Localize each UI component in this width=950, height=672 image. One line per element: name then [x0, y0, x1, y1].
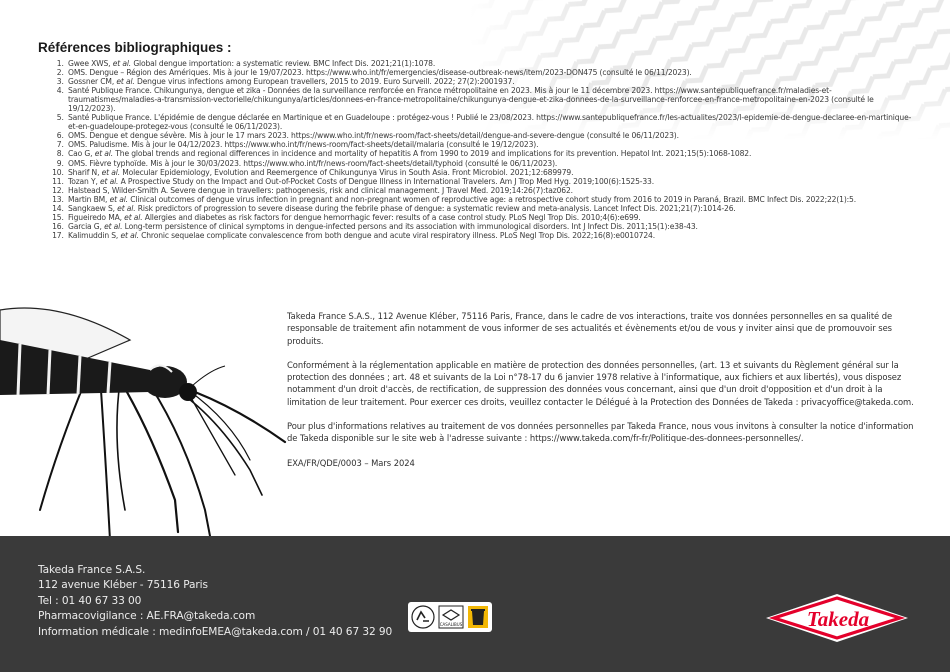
footer-contacts: [38, 563, 392, 640]
reference-item: 8. Cao G, et al. The global trends and regional differences in incidence and mortality of hepatitis A from 1990 to 2019 and implications for its prevention. Hepatol Int. 2021;15(5):1068-1082.: [66, 149, 918, 158]
svg-text:CASALIBUS: CASALIBUS: [439, 622, 463, 627]
footer-medical-info: Information médicale : medinfoEMEA@takeda.com / 01 40 67 32 90: [38, 625, 393, 638]
recycling-bin-icon: [467, 605, 489, 629]
reference-item: 7. OMS. Paludisme. Mis à jour le 04/12/2023. https://www.who.int/fr/news-room/fact-sheets/detail/malaria (consulté le 19/12/2023).: [66, 140, 918, 149]
footer-phone: Tel : 01 40 67 33 00: [38, 594, 142, 607]
footer: [0, 536, 950, 672]
reference-item: 10. Sharif N, et al. Molecular Epidemiology, Evolution and Reemergence of Chikungunya Virus in South Asia. Front Microbiol. 2021;12:689979.: [66, 168, 918, 177]
reference-item: 12. Halstead S, Wilder-Smith A. Severe dengue in travellers: pathogenesis, risk and clinical management. J Travel Med. 2019;14:26(7):taz062.: [66, 186, 918, 195]
reference-item: 6. OMS. Dengue et dengue sévère. Mis à jour le 17 mars 2023. https://www.who.int/fr/news-room/fact-sheets/detail/dengue-and-severe-dengue (consulté le 06/11/2023).: [66, 131, 918, 140]
triman-icon: [411, 605, 435, 629]
reference-item: 9. OMS. Fièvre typhoïde. Mis à jour le 30/03/2023. https://www.who.int/fr/news-room/fact-sheets/detail/typhoid (consulté le 06/11/2023).: [66, 159, 918, 168]
reference-item: 16. Garcia G, et al. Long-term persistence of clinical symptoms in dengue-infected persons and its association with immunological disorders. Int J Infect Dis. 2011;15(1):e38-43.: [66, 222, 918, 231]
reference-item: 15. Figueiredo MA, et al. Allergies and diabetes as risk factors for dengue hemorrhagic fever: results of a case control study. PLoS Negl Trop Dis. 2010;4(6):e699.: [66, 213, 918, 222]
privacy-paragraph-3: Pour plus d'informations relatives au traitement de vos données personnelles par Takeda France, nous vous invitons à consulter la notice d'information de Takeda disponible sur le site web à l'adresse suivante : https://www.takeda.com/fr-fr/Politique-des-donnees-personnelles/.: [287, 421, 914, 444]
document-code: EXA/FR/QDE/0003 – Mars 2024: [287, 457, 415, 468]
mosquito-illustration: [0, 300, 290, 540]
reference-item: 5. Santé Publique France. L'épidémie de dengue déclarée en Martinique et en Guadeloupe : protégez-vous ! Publié le 23/08/2023. https://www.santepubliquefrance.fr/les-actualites/2023/l-epidemie-de-dengue-declaree-en-martinique-et-en-guadeloupe-protegez-vous (consulté le 06/11/2023).: [66, 113, 918, 131]
reference-item: 1. Gwee XWS, et al. Global dengue importation: a systematic review. BMC Infect Dis. 2021;21(1):1078.: [66, 59, 918, 68]
recycling-badges: [408, 602, 492, 632]
takeda-logo: [762, 592, 912, 644]
footer-pharmacovigilance: Pharmacovigilance : AE.FRA@takeda.com: [38, 610, 256, 623]
footer-address: 112 avenue Kléber - 75116 Paris: [38, 579, 208, 592]
reference-item: 14. Sangkaew S, et al. Risk predictors of progression to severe disease during the febrile phase of dengue: a systematic review and meta-analysis. Lancet Infect Dis. 2021;21(7):1014-26.: [66, 204, 918, 213]
recycling-box-icon: [438, 605, 464, 629]
reference-item: 11. Tozan Y, et al. A Prospective Study on the Impact and Out-of-Pocket Costs of Dengue Illness in International Travelers. Am J Trop Med Hyg. 2019;100(6):1525-33.: [66, 177, 918, 186]
reference-item: 13. Martin BM, et al. Clinical outcomes of dengue virus infection in pregnant and non-pregnant women of reproductive age: a retrospective cohort study from 2016 to 2019 in Paraná, Brazil. BMC Infect Dis. 2022;22(1):5.: [66, 195, 918, 204]
reference-item: 2. OMS. Dengue – Région des Amériques. Mis à jour le 19/07/2023. https://www.who.int/fr/emergencies/disease-outbreak-news/item/2023-DON475 (consulté le 06/11/2023).: [66, 68, 918, 77]
reference-item: 4. Santé Publique France. Chikungunya, dengue et zika - Données de la surveillance renforcée en France métropolitaine en 2023. Mis à jour le 11 décembre 2023. https://www.santepubliquefrance.fr/maladies-et-traumatismes/maladies-a-transmission-vectorielle/chikungunya/articles/donnees-en-france-metropolitaine/chikungunya-dengue-et-zika-donnees-de-la-surveillance-renforcee-en-france-metropolitaine-en-2023 (consulté le 19/12/2023).: [66, 86, 918, 113]
reference-item: 17. Kalimuddin S, et al. Chronic sequelae complicate convalescence from both dengue and acute viral respiratory illness. PLoS Negl Trop Dis. 2022;16(8):e0010724.: [66, 231, 918, 240]
privacy-paragraph-1: Takeda France S.A.S., 112 Avenue Kléber, 75116 Paris, France, dans le cadre de vos interactions, traite vos données personnelles en sa qualité de responsable de traitement afin notamment de vous informer de ses actualités et évènements et/ou de vous y inviter ainsi que de promouvoir ses produits.: [287, 311, 893, 346]
references-section: [38, 40, 918, 240]
privacy-paragraph-2: Conformément à la réglementation applicable en matière de protection des données personnelles, (art. 13 et suivants du Règlement général sur la protection des données ; art. 48 et suivants de la Loi n°78-17 du 6 janvier 1978 relative à l'informatique, aux fichiers et aux libertés), vous disposez notamment d'un droit d'accès, de rectification, de suppression des données vous concernant, ainsi que d'un droit d'opposition et d'un droit à la limitation de leur traitement. Pour exercer ces droits, veuillez contacter le Délégué à la Protection des Données de Takeda : privacyoffice@takeda.com.: [287, 359, 914, 407]
privacy-notice: [287, 310, 917, 469]
references-list: [38, 59, 918, 240]
footer-company: Takeda France S.A.S.: [38, 564, 146, 576]
reference-item: 3. Gossner CM, et al. Dengue virus infections among European travellers, 2015 to 2019. Euro Surveill. 2022; 27(2):2001937.: [66, 77, 918, 86]
svg-text:Takeda: Takeda: [806, 607, 870, 631]
references-title: Références bibliographiques :: [38, 40, 232, 55]
